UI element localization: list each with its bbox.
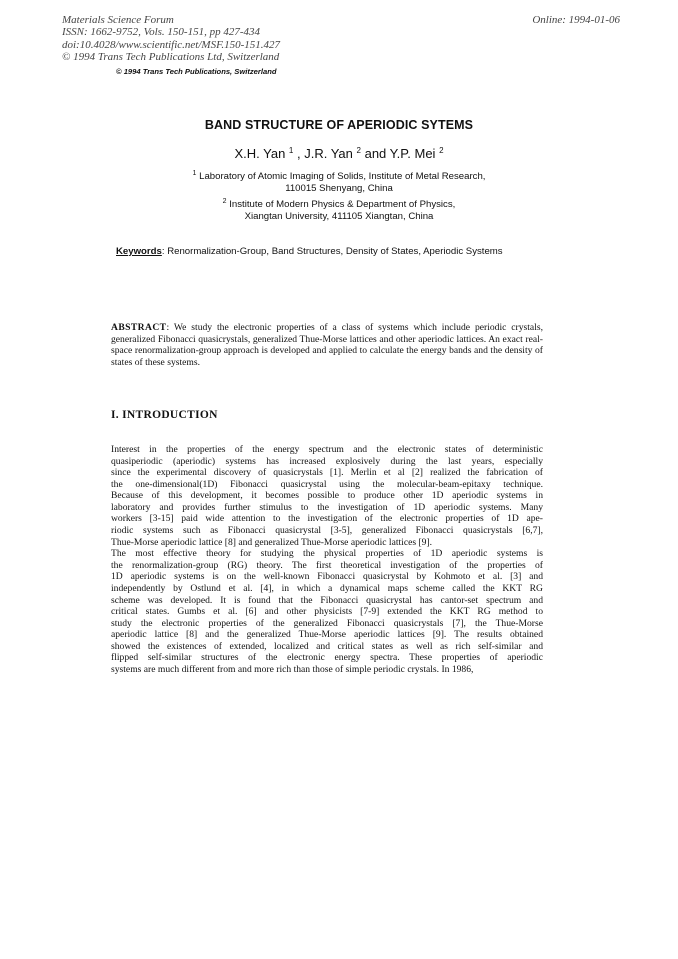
body-line: Because of this development, it becomes possible to produce other 1D aperiodic systems in (111, 490, 543, 502)
body-line: systems are much different from and more rich than those of simple periodic crystals. In 1986, (111, 663, 474, 675)
affil-mark: 2 (222, 198, 227, 205)
body-line: laboratory and provides further stimulus to the investigation of 1D aperiodic systems. Many (111, 501, 543, 513)
section-heading: I. INTRODUCTION (111, 409, 218, 421)
body-line: since the experimental discovery of quasicrystals [1]. Merlin et al [2] realized the fabrication of (111, 467, 543, 479)
journal-doi: doi:10.4028/www.scientific.net/MSF.150-151.427 (62, 38, 281, 51)
body-line: the one-dimensional(1D) Fibonacci quasicrystal using the molecular-beam-epitaxy technique. (111, 478, 543, 490)
journal-name: Materials Science Forum (62, 14, 174, 26)
journal-info (62, 14, 280, 64)
journal-copyright: © 1994 Trans Tech Publications Ltd, Switzerland (62, 51, 280, 64)
author-affil-mark: 1 (288, 146, 294, 155)
body-line: Thue-Morse aperiodic lattice [8] and generalized Thue-Morse aperiodic lattices [9]. (111, 536, 433, 548)
author-name: J.R. Yan (304, 146, 353, 161)
body-line: aperiodic lattice [8] and the generalized Thue-Morse aperiodic lattices [9]. The results obtained (111, 629, 543, 641)
author-name: X.H. Yan (234, 146, 286, 161)
body-line: scheme was developed. It is found that the Fibonacci quasicrystal has cantor-set spectrum and (111, 594, 543, 606)
author-separator: and (364, 146, 390, 161)
affiliation-2 (0, 196, 678, 224)
keywords-text: : Renormalization-Group, Band Structures, Density of States, Aperiodic Systems (161, 246, 503, 257)
affil-line: Laboratory of Atomic Imaging of Solids, Institute of Metal Research, (199, 171, 486, 182)
body-line: workers [3-15] paid wide attention to the investigation of the electronic properties of 1D ape- (111, 513, 543, 525)
body-line: flipped self-similar structures of the electronic energy spectra. These properties of aperiodic (111, 652, 543, 664)
publisher-copyright: © 1994 Trans Tech Publications, Switzerland (116, 67, 277, 76)
keywords (116, 246, 503, 257)
affil-line: Institute of Modern Physics & Department of Physics, (229, 199, 456, 210)
affil-line: 110015 Shenyang, China (285, 183, 393, 195)
body-line: 1D aperiodic systems is on the well-known Fibonacci quasicrystal by Kohmoto et al. [3] and (111, 571, 543, 583)
author-separator: , (297, 146, 305, 161)
keywords-label: Keywords (116, 246, 162, 257)
author-name: Y.P. Mei (389, 146, 436, 161)
affiliation-1 (0, 168, 678, 196)
online-date: Online: 1994-01-06 (532, 14, 620, 26)
body-line: riodic systems such as Fibonacci quasicrystal [3-5], generalized Fibonacci quasicrystals [6,7], (111, 525, 543, 537)
abstract (111, 322, 543, 369)
journal-issn: ISSN: 1662-9752, Vols. 150-151, pp 427-434 (62, 26, 260, 39)
author-list (0, 146, 678, 161)
body-line: The most effective theory for studying the physical properties of 1D aperiodic systems is (111, 548, 543, 560)
affil-mark: 1 (192, 170, 197, 177)
introduction-body (111, 444, 543, 676)
author-affil-mark: 2 (439, 146, 444, 155)
author-affil-mark: 2 (356, 146, 361, 155)
abstract-text: : We study the electronic properties of a class of systems which include periodic crystals, generalized Fibonacci quasicrystals, generalized Thue-Morse lattices and other aperiodic lattices. An exact real-space renormalization-group approach is developed and applied to calculate the energy bands and the density of states of these systems. (111, 322, 543, 369)
paper-title: BAND STRUCTURE OF APERIODIC SYTEMS (204, 118, 474, 132)
body-line: showed the existences of extended, localized and critical states as well as rich self-similar and (111, 640, 543, 652)
body-line: independently by Ostlund et al. [4], in which a dynamical maps scheme called the KKT RG (111, 582, 543, 594)
body-line: the renormalization-group (RG) theory. The first theoretical investigation of the properties of (111, 559, 543, 571)
body-line: study the electronic properties of the generalized Fibonacci quasicrystals [7], the Thue-Morse (111, 617, 543, 629)
body-line: quasiperiodic (aperiodic) systems has increased explosively during the last years, especially (111, 455, 543, 467)
abstract-label: ABSTRACT (111, 322, 167, 333)
affil-line: Xiangtan University, 411105 Xiangtan, China (244, 211, 434, 223)
body-line: Interest in the properties of the energy spectrum and the electronic states of deterministic (111, 444, 543, 455)
body-line: critical states. Gumbs et al. [6] and other physicists [7-9] extended the KKT RG method to (111, 606, 543, 618)
